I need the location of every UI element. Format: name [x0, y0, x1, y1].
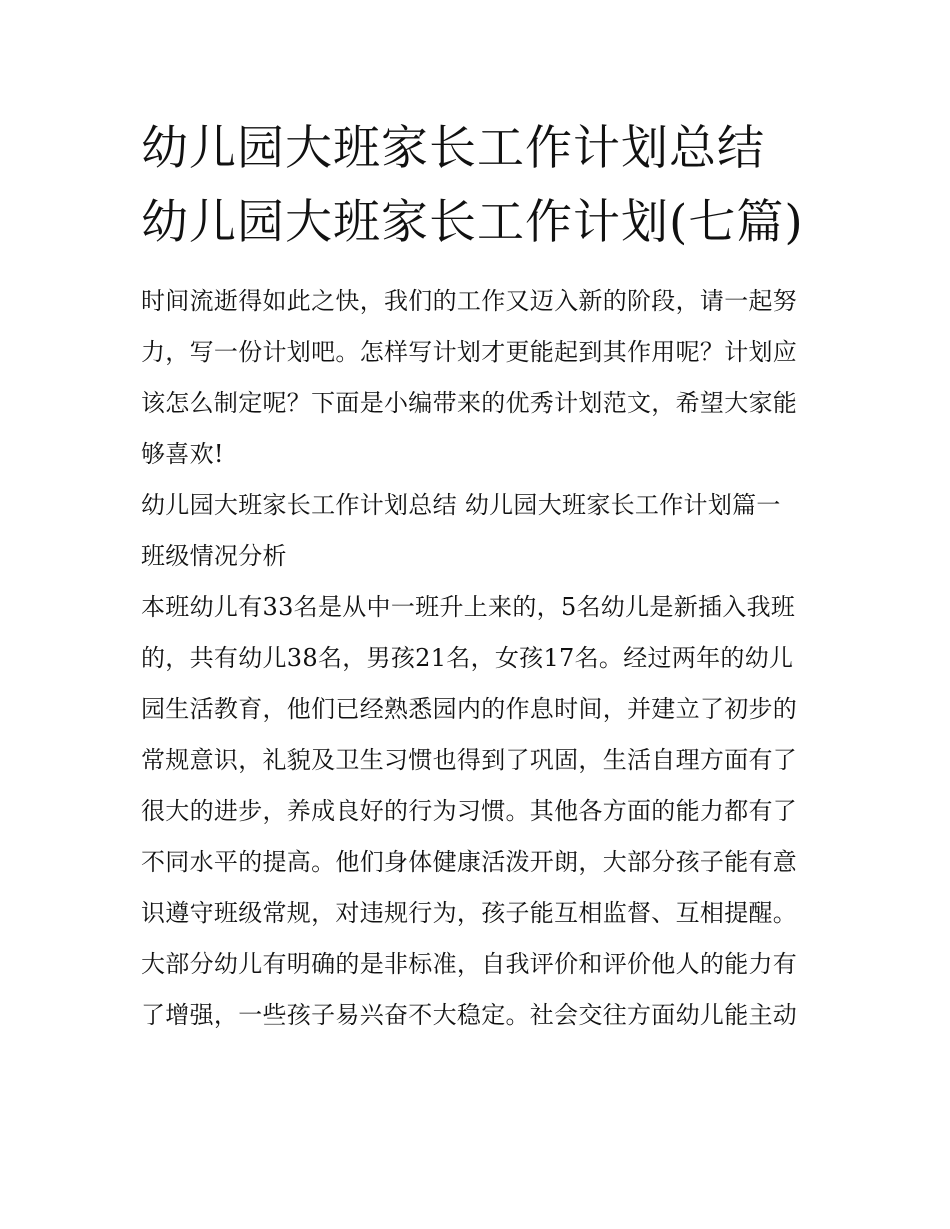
document-title: 幼儿园大班家长工作计划总结 幼儿园大班家长工作计划(七篇) — [141, 121, 804, 250]
section-heading: 幼儿园大班家长工作计划总结 幼儿园大班家长工作计划篇一 — [141, 491, 781, 519]
body-paragraph: 本班幼儿有33名是从中一班升上来的，5名幼儿是新插入我班的，共有幼儿38名，男孩21名，女孩17名。经过两年的幼儿园生活教育，他们已经熟悉园内的作息时间，并建立了初步的常规意识，礼貌及卫生习惯也得到了巩固，生活自理方面有了很大的进步，养成良好的行为习惯。其他各方面的能力都有了不同水平的提高。他们身体健康活泼开朗，大部分孩子能有意识遵守班级常规，对违规行为，孩子能互相监督、互相提醒。大部分幼儿有明确的是非标准，自我评价和评价他人的能力有了增强，一些孩子易兴奋不大稳定。社会交往方面幼儿能主动 — [141, 593, 798, 1029]
document-body — [141, 112, 813, 1041]
subsection-heading: 班级情况分析 — [141, 542, 287, 570]
intro-paragraph: 时间流逝得如此之快，我们的工作又迈入新的阶段，请一起努力，写一份计划吧。怎样写计划才更能起到其作用呢？计划应该怎么制定呢？下面是小编带来的优秀计划范文，希望大家能够喜欢! — [141, 287, 798, 468]
